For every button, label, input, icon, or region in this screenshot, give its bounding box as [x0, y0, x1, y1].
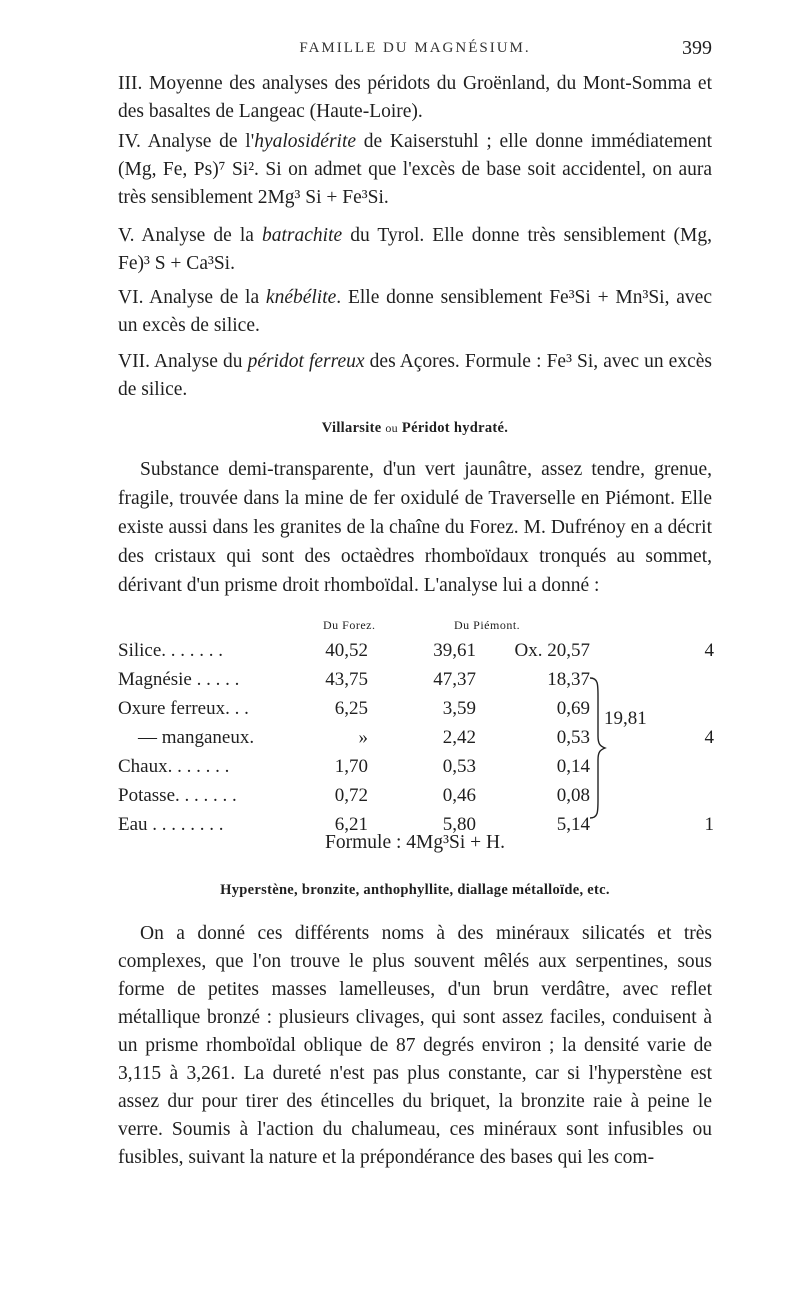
oxygen-group-sum: 19,81: [604, 708, 647, 729]
row-label: Potasse. . . . . . .: [118, 785, 237, 806]
table-row: [118, 727, 712, 755]
value-ratio: 4: [704, 640, 714, 661]
paragraph-vii-body: des Açores. Formule : Fe³ Si, avec un excès de silice.: [118, 351, 712, 400]
running-title: FAMILLE DU MAGNÉSIUM.: [299, 40, 531, 56]
value-oxygen: 18,37: [547, 669, 590, 690]
value-piemont: 5,80: [442, 814, 476, 835]
value-piemont: 0,53: [442, 756, 476, 777]
paragraph-iv-lead: IV. Analyse de l': [118, 131, 255, 152]
paragraph-vii-lead: VII. Analyse du: [118, 351, 248, 372]
row-label: — manganeux.: [138, 727, 255, 748]
mineral-name-hyalosiderite: hyalosidérite: [254, 131, 357, 152]
page-number: 399: [682, 37, 712, 59]
table-row: [118, 785, 712, 813]
paragraph-v-body: du Tyrol. Elle donne très sensiblement (Mg, Fe)³ S + Ca³Si.: [118, 225, 713, 274]
value-oxygen: 0,14: [556, 756, 590, 777]
value-piemont: 2,42: [442, 727, 476, 748]
section-title-peridot-hydrate: Péridot hydraté.: [401, 420, 509, 436]
row-label: Oxure ferreux. . .: [118, 698, 249, 719]
value-forez: 6,21: [334, 814, 368, 835]
paragraph-v-lead: V. Analyse de la: [118, 225, 262, 246]
paragraph-iv: [118, 128, 712, 212]
mineral-name-batrachite: batrachite: [261, 225, 343, 246]
mineral-name-peridot-ferreux: péridot ferreux: [247, 351, 365, 372]
value-forez: 1,70: [334, 756, 368, 777]
page-header: [118, 37, 712, 66]
value-oxygen: Ox. 20,57: [514, 640, 590, 661]
section-title-hyperstene: Hyperstène, bronzite, anthophyllite, diallage métalloïde, etc.: [220, 882, 610, 898]
value-piemont: 39,61: [433, 640, 476, 661]
value-forez: »: [358, 727, 368, 748]
row-label: Chaux. . . . . . .: [118, 756, 230, 777]
formula-villarsite: Formule : 4Mg³Si + H.: [325, 832, 505, 853]
value-piemont: 0,46: [442, 785, 476, 806]
paragraph-vi-lead: VI. Analyse de la: [118, 287, 266, 308]
paragraph-vii: [118, 348, 712, 404]
paragraph-vi: [118, 284, 712, 340]
row-label: Eau . . . . . . . .: [118, 814, 224, 835]
value-oxygen: 0,69: [556, 698, 590, 719]
hyperstene-description: On a donné ces différents noms à des minéraux silicatés et très complexes, que l'on trouve le plus souvent mêlés aux serpentines, sous forme de petites masses lamelleuses, d'un brun verdâtre, avec reflet métallique bronzé : plusieurs clivages, qui sont assez faciles, conduisent à un prisme rhomboïdal oblique de 87 degrés environ ; la densité varie de 3,115 à 3,261. La dureté n'est pas plus constante, car si l'hyperstène est assez dur pour tirer des étincelles du briquet, la bronzite raie à peine le verre. Soumis à l'action du chalumeau, ces minéraux sont infusibles ou fusibles, suivant la nature et la prépondérance des bases qui les com-: [118, 923, 712, 1168]
value-forez: 40,52: [325, 640, 368, 661]
table-row: [118, 669, 712, 697]
section-title-villarsite-name: Villarsite: [321, 420, 382, 436]
villarsite-description: Substance demi-transparente, d'un vert jaunâtre, assez tendre, grenue, fragile, trouvée dans la mine de fer oxidulé de Traverselle en Piémont. Elle existe aussi dans les granites de la chaîne du Forez. M. Dufrénoy en a décrit des cristaux qui sont des octaèdres rhomboïdaux tronqués au sommet, dérivant d'un prisme droit rhomboïdal. L'analyse lui a donné :: [118, 459, 712, 596]
value-ratio: 1: [704, 814, 714, 835]
section-title-villarsite: [118, 420, 712, 437]
paragraph-v: [118, 222, 712, 278]
value-piemont: 47,37: [433, 669, 476, 690]
value-piemont: 3,59: [442, 698, 476, 719]
row-label: Silice. . . . . . .: [118, 640, 224, 661]
paragraph-iv-body: de Kaiserstuhl ; elle donne immédiatement (Mg, Fe, Ps)⁷ Si². Si on admet que l'excès de base soit accidentel, on aura très sensiblement 2Mg³ Si + Fe³Si.: [118, 131, 712, 208]
paragraph-vi-body: . Elle donne sensiblement Fe³Si + Mn³Si, avec un excès de silice.: [118, 287, 712, 336]
value-forez: 43,75: [325, 669, 368, 690]
mineral-name-knebelite: knébélite: [265, 287, 337, 308]
value-ratio: 4: [704, 727, 714, 748]
paragraph-iii: III. Moyenne des analyses des péridots du Groënland, du Mont-Somma et des basaltes de Langeac (Haute-Loire).: [118, 73, 712, 122]
curly-brace-icon: [588, 676, 608, 820]
value-oxygen: 5,14: [556, 814, 590, 835]
value-forez: 6,25: [334, 698, 368, 719]
value-forez: 0,72: [334, 785, 368, 806]
column-header-piemont: Du Piémont.: [454, 618, 521, 632]
section-title-ou: ou: [385, 421, 398, 435]
row-label: Magnésie . . . . .: [118, 669, 240, 690]
column-header-forez: Du Forez.: [323, 618, 376, 632]
value-oxygen: 0,08: [556, 785, 590, 806]
table-row: [118, 640, 712, 668]
value-oxygen: 0,53: [556, 727, 590, 748]
table-row: [118, 756, 712, 784]
